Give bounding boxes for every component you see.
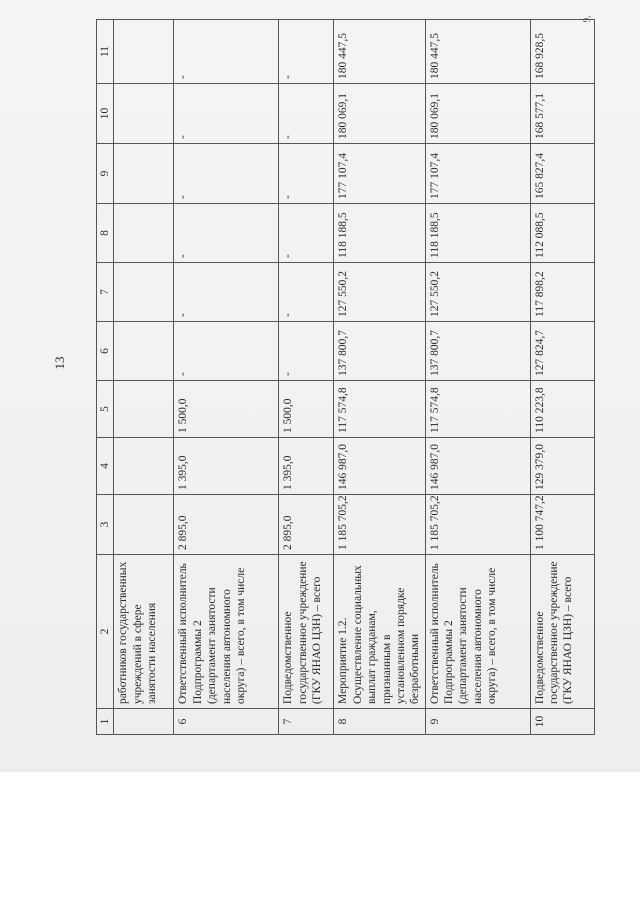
table-cell: 2 895,0 — [279, 495, 334, 555]
table-cell: - — [174, 144, 279, 204]
table-cell — [114, 322, 174, 381]
row-description: Подведомственное государственное учреждение (ГКУ ЯНАО ЦЗН) – всего — [279, 555, 334, 709]
column-number: 9 — [97, 144, 114, 204]
table-cell — [114, 495, 174, 555]
table-cell: 146 987,0 — [334, 438, 425, 495]
table-cell: 1 185 705,2 — [334, 495, 425, 555]
column-number: 5 — [97, 381, 114, 438]
table-cell — [114, 381, 174, 438]
budget-table — [96, 19, 595, 735]
table-cell: - — [279, 263, 334, 322]
page-number: 13 — [52, 356, 67, 370]
column-number: 8 — [97, 204, 114, 263]
table-cell: 112 088,5 — [530, 204, 594, 263]
table-cell: 118 188,5 — [425, 204, 530, 263]
table-cell: - — [174, 322, 279, 381]
table-cell: 110 223,8 — [530, 381, 594, 438]
column-number: 1 — [97, 709, 114, 735]
table-cell: 117 574,8 — [425, 381, 530, 438]
table-cell: - — [279, 20, 334, 84]
table-cell: 127 550,2 — [334, 263, 425, 322]
row-number: 8 — [334, 709, 425, 735]
table-cell: 129 379,0 — [530, 438, 594, 495]
table-cell: 146 987,0 — [425, 438, 530, 495]
table-cell: - — [279, 144, 334, 204]
table-cell: 137 800,7 — [334, 322, 425, 381]
row-number: 9 — [425, 709, 530, 735]
table-cell: 180 069,1 — [334, 84, 425, 144]
table-cell — [114, 144, 174, 204]
table-row — [334, 20, 425, 735]
table-cell: 1 500,0 — [279, 381, 334, 438]
table-cell: 118 188,5 — [334, 204, 425, 263]
row-description: Ответственный исполнитель Подпрограммы 2 (департамент занятости населения автономного округа) – всего, в том числе — [425, 555, 530, 709]
table-cell: 127 824,7 — [530, 322, 594, 381]
sheet-edge — [0, 770, 640, 773]
table-cell: 177 107,4 — [425, 144, 530, 204]
table-cell: - — [174, 204, 279, 263]
table-row — [530, 20, 594, 735]
table-cell — [114, 438, 174, 495]
table-cell: 180 447,5 — [334, 20, 425, 84]
column-number: 2 — [97, 555, 114, 709]
table-row — [425, 20, 530, 735]
table-cell: - — [279, 84, 334, 144]
row-description: работников государственных учреждений в сфере занятости населения — [114, 555, 174, 709]
rotated-table-wrapper — [96, 20, 583, 735]
column-number: 4 — [97, 438, 114, 495]
column-number: 11 — [97, 20, 114, 84]
table-cell — [114, 263, 174, 322]
row-description: Мероприятие 1.2. Осуществление социальных выплат гражданам, признанным в установленном порядке безработными — [334, 555, 425, 709]
table-cell: - — [174, 20, 279, 84]
table-cell: 177 107,4 — [334, 144, 425, 204]
row-number — [114, 709, 174, 735]
table-cell: 137 800,7 — [425, 322, 530, 381]
column-number: 3 — [97, 495, 114, 555]
table-cell: 1 395,0 — [174, 438, 279, 495]
table-row — [114, 20, 174, 735]
column-number: 10 — [97, 84, 114, 144]
table-cell: - — [279, 204, 334, 263]
table-cell — [114, 84, 174, 144]
table-cell: 117 574,8 — [334, 381, 425, 438]
scan-mark: 9, — [581, 15, 592, 23]
table-cell: 180 069,1 — [425, 84, 530, 144]
table-cell: 2 895,0 — [174, 495, 279, 555]
column-number: 7 — [97, 263, 114, 322]
table-cell: 168 928,5 — [530, 20, 594, 84]
table-cell: 180 447,5 — [425, 20, 530, 84]
table-cell: 117 898,2 — [530, 263, 594, 322]
table-cell: - — [279, 322, 334, 381]
row-number: 10 — [530, 709, 594, 735]
row-description: Подведомственное государственное учреждение (ГКУ ЯНАО ЦЗН) – всего — [530, 555, 594, 709]
table-cell: 1 185 705,2 — [425, 495, 530, 555]
table-row — [279, 20, 334, 735]
table-cell: 1 500,0 — [174, 381, 279, 438]
table-row — [174, 20, 279, 735]
table-cell: 1 100 747,2 — [530, 495, 594, 555]
table-cell — [114, 20, 174, 84]
row-description: Ответственный исполнитель Подпрограммы 2 (департамент занятости населения автономного округа) – всего, в том числе — [174, 555, 279, 709]
column-number: 6 — [97, 322, 114, 381]
table-cell — [114, 204, 174, 263]
row-number: 7 — [279, 709, 334, 735]
table-cell: - — [174, 84, 279, 144]
table-cell: - — [174, 263, 279, 322]
table-cell: 1 395,0 — [279, 438, 334, 495]
column-number-row — [97, 20, 114, 735]
table-cell: 168 577,1 — [530, 84, 594, 144]
row-number: 6 — [174, 709, 279, 735]
table-cell: 127 550,2 — [425, 263, 530, 322]
table-cell: 165 827,4 — [530, 144, 594, 204]
